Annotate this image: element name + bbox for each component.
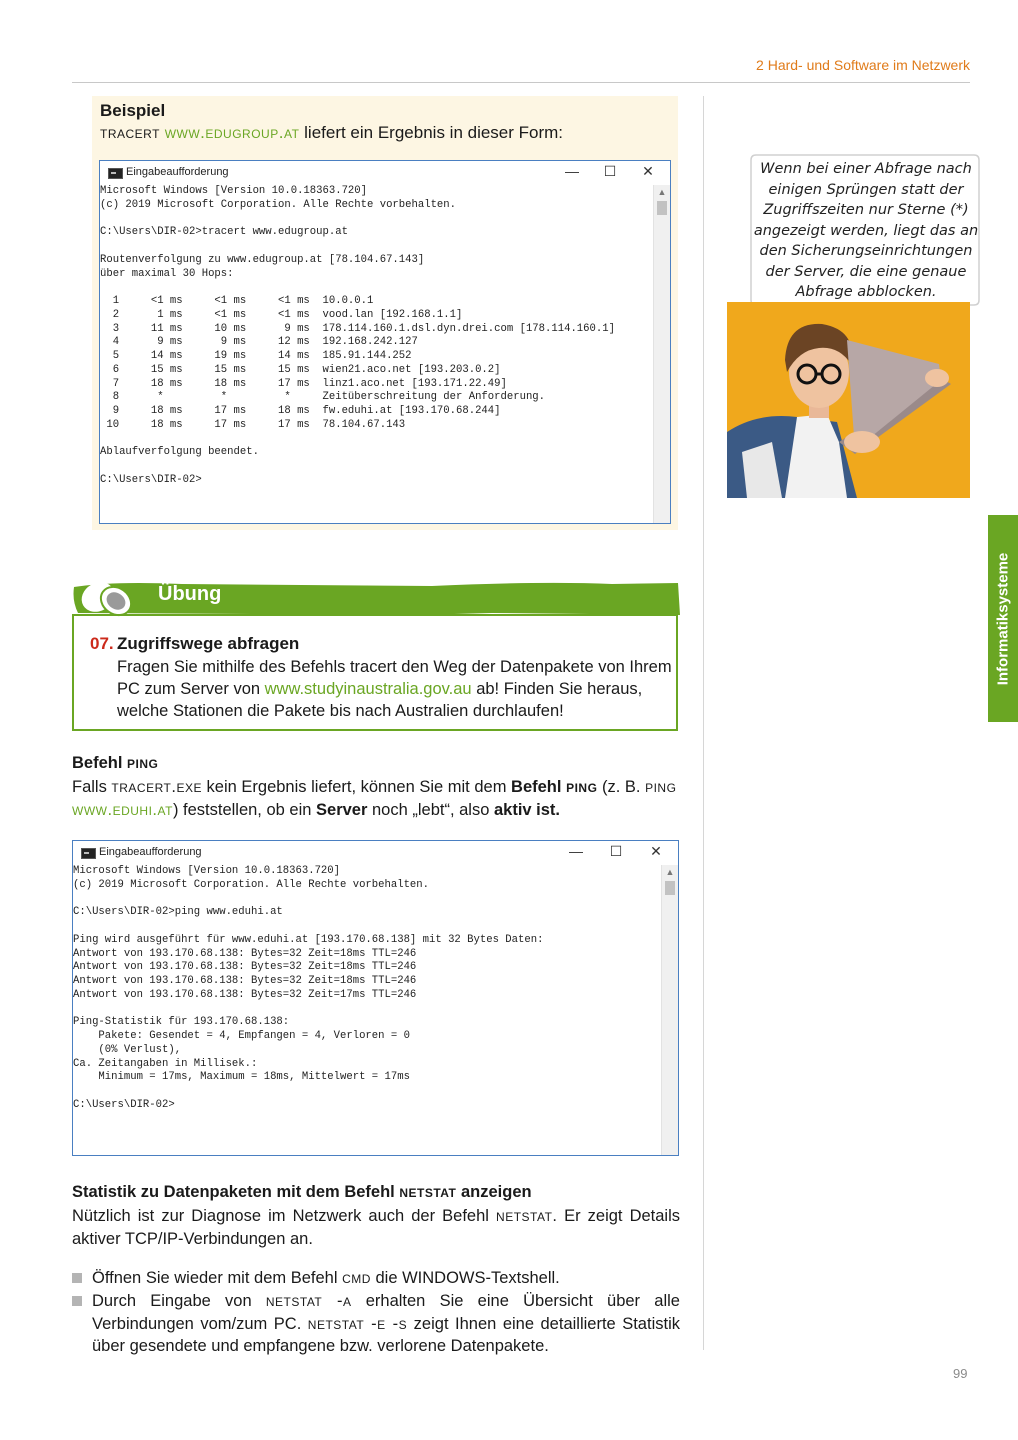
text-run: kein Ergebnis liefert, können Sie mit dem: [201, 778, 512, 796]
cmd-icon: [108, 168, 123, 179]
scrollbar[interactable]: [653, 185, 670, 523]
bullet-square-icon: [72, 1296, 82, 1306]
minimize-button[interactable]: —: [565, 163, 579, 179]
scroll-up-icon[interactable]: ▲: [657, 187, 667, 197]
netstat-es-command: netstat -e -s: [307, 1314, 408, 1333]
example-title: Beispiel: [100, 101, 166, 120]
exercise-label: Übung: [158, 583, 222, 605]
netstat-paragraph: [72, 1205, 680, 1251]
text-run: (z. B.: [597, 778, 646, 796]
list-item: [72, 1290, 680, 1358]
text-run: Durch Eingabe von: [92, 1292, 266, 1310]
exercise-text: [117, 656, 673, 722]
scrollbar[interactable]: [661, 865, 678, 1155]
ping-heading: [72, 754, 158, 773]
ping-paragraph: [72, 776, 680, 822]
example-intro: [100, 123, 563, 143]
text-run: ) feststellen, ob ein: [172, 801, 317, 819]
minimize-button[interactable]: —: [569, 843, 583, 859]
console-window-tracert: [99, 160, 671, 524]
cmd-command: cmd: [342, 1269, 371, 1287]
ping-command: ping: [566, 778, 598, 796]
netstat-command: netstat: [496, 1207, 553, 1225]
exercise-text-part: ab! Finden Sie heraus, welche Stationen die Pakete bis nach Australien durchlaufen!: [117, 680, 643, 720]
ping-heading-word: Befehl: [72, 754, 123, 772]
tracert-exe: tracert.exe: [111, 778, 202, 796]
text-run: die WINDOWS-Textshell.: [370, 1269, 560, 1287]
ping-example-command: ping: [645, 778, 677, 796]
console-output: Microsoft Windows [Version 10.0.18363.720] (c) 2019 Microsoft Corporation. Alle Rechte vorbehalten. C:\Users\DIR-02>ping www.eduhi.at Ping wird ausgeführt für www.eduhi.at [193.170.68.138] mit 32 Bytes Daten: Antwort von 193.170.68.138: Bytes=32 Zeit=18ms TTL=246 Antwort von 193.170.68.138: Bytes=32 Zeit=18ms TTL=246 Antwort von 193.170.68.138: Bytes=32 Zeit=18ms TTL=246 Antwort von 193.170.68.138: Bytes=32 Zeit=17ms TTL=246 Ping-Statistik für 193.170.68.138: Pakete: Gesendet = 4, Empfangen = 4, Verloren = 0 (0% Verlust), Ca. Zeitangaben in Millisek.: Minimum = 17ms, Maximum = 18ms, Mittelwert = 17ms C:\Users\DIR-02>: [73, 865, 544, 1111]
text-run: . Er zeigt Details aktiver TCP/IP-Verbindungen an.: [72, 1207, 680, 1248]
console-title: Eingabeaufforderung: [99, 846, 202, 858]
tracert-command: tracert: [100, 123, 160, 142]
netstat-heading: [72, 1183, 532, 1202]
text-bold: Befehl: [511, 778, 562, 796]
text-run: Statistik zu Datenpaketen mit dem Befehl: [72, 1183, 400, 1201]
exercise-text-part: Fragen Sie mithilfe des Befehls tracert den Weg der Datenpakete von Ihrem PC zum Server von: [117, 658, 672, 698]
side-tab-label: Informatiksysteme: [994, 552, 1012, 685]
speech-text: Wenn bei einer Abfrage nach einigen Sprüngen statt der Zugriffszeiten nur Sterne (*) angezeigt werden, liegt das an den Sicherungseinrichtungen der Server, die eine genaue Abfrage abblocken.: [753, 161, 979, 300]
console-title: Eingabeaufforderung: [126, 166, 229, 178]
column-divider: [703, 96, 704, 1350]
ping-heading-command: ping: [127, 754, 159, 772]
exercise-link[interactable]: www.studyinaustralia.gov.au: [264, 680, 472, 698]
scroll-up-icon[interactable]: ▲: [665, 867, 675, 877]
cmd-icon: [81, 848, 96, 859]
console-output: Microsoft Windows [Version 10.0.18363.720] (c) 2019 Microsoft Corporation. Alle Rechte vorbehalten. C:\Users\DIR-02>tracert www.edugroup.at Routenverfolgung zu www.edugroup.at [78.104.67.143] über maximal 30 Hops: 1 <1 ms <1 ms <1 ms 10.0.0.1 2 1 ms <1 ms <1 ms vood.lan [192.168.1.1] 3 11 ms 10 ms 9 ms 178.114.160.1.dsl.dyn.drei.com [178.114.160.1] 4 9 ms 9 ms 12 ms 192.168.242.127 5 14 ms 19 ms 14 ms 185.91.144.252 6 15 ms 15 ms 15 ms wien21.aco.net [193.203.0.2] 7 18 ms 18 ms 17 ms linz1.aco.net [193.171.22.49] 8 * * * Zeitüberschreitung der Anforderung. 9 18 ms 17 ms 18 ms fw.eduhi.at [193.170.68.244] 10 18 ms 17 ms 17 ms 78.104.67.143 Ablaufverfolgung beendet. C:\Users\DIR-02>: [100, 185, 615, 486]
text-bold: aktiv ist.: [493, 801, 561, 819]
list-item: [72, 1267, 680, 1290]
person-with-laptop-image: [727, 302, 970, 498]
netstat-command: netstat: [399, 1183, 457, 1201]
bullet-square-icon: [72, 1273, 82, 1283]
exercise-number: 07.: [90, 634, 114, 653]
text-run: Nützlich ist zur Diagnose im Netzwerk auch der Befehl: [72, 1207, 497, 1225]
close-button[interactable]: ✕: [642, 163, 654, 179]
console-window-ping: [72, 840, 679, 1156]
maximize-button[interactable]: ☐: [603, 163, 617, 179]
example-intro-text: liefert ein Ergebnis in dieser Form:: [304, 123, 564, 142]
text-run: zeigt Ihnen eine detaillierte Statistik über gesendete und empfangene bzw. verlorene Datenpakete.: [92, 1314, 680, 1355]
console-titlebar: [73, 841, 678, 865]
example-url: www.edugroup.at: [164, 123, 300, 142]
netstat-a-command: netstat -a: [265, 1292, 352, 1310]
maximize-button[interactable]: ☐: [609, 843, 623, 859]
page-number: 99: [953, 1366, 968, 1381]
text-bold: Server: [316, 801, 368, 819]
side-tab: [988, 515, 1018, 722]
text-run: Öffnen Sie wieder mit dem Befehl: [92, 1269, 343, 1287]
scroll-thumb[interactable]: [657, 201, 667, 215]
text-run: noch „lebt“, also: [367, 801, 494, 819]
text-run: erhalten Sie eine Übersicht über alle Verbindungen vom/zum PC.: [92, 1292, 680, 1333]
header-rule: [72, 82, 970, 83]
text-run: anzeigen: [456, 1183, 532, 1201]
close-button[interactable]: ✕: [650, 843, 662, 859]
exercise-title: Zugriffswege abfragen: [117, 634, 300, 653]
ping-example-url: www.eduhi.at: [72, 801, 173, 819]
running-head: 2 Hard- und Software im Netzwerk: [756, 57, 970, 73]
text-run: Falls: [72, 778, 112, 796]
console-titlebar: [100, 161, 670, 185]
scroll-thumb[interactable]: [665, 881, 675, 895]
